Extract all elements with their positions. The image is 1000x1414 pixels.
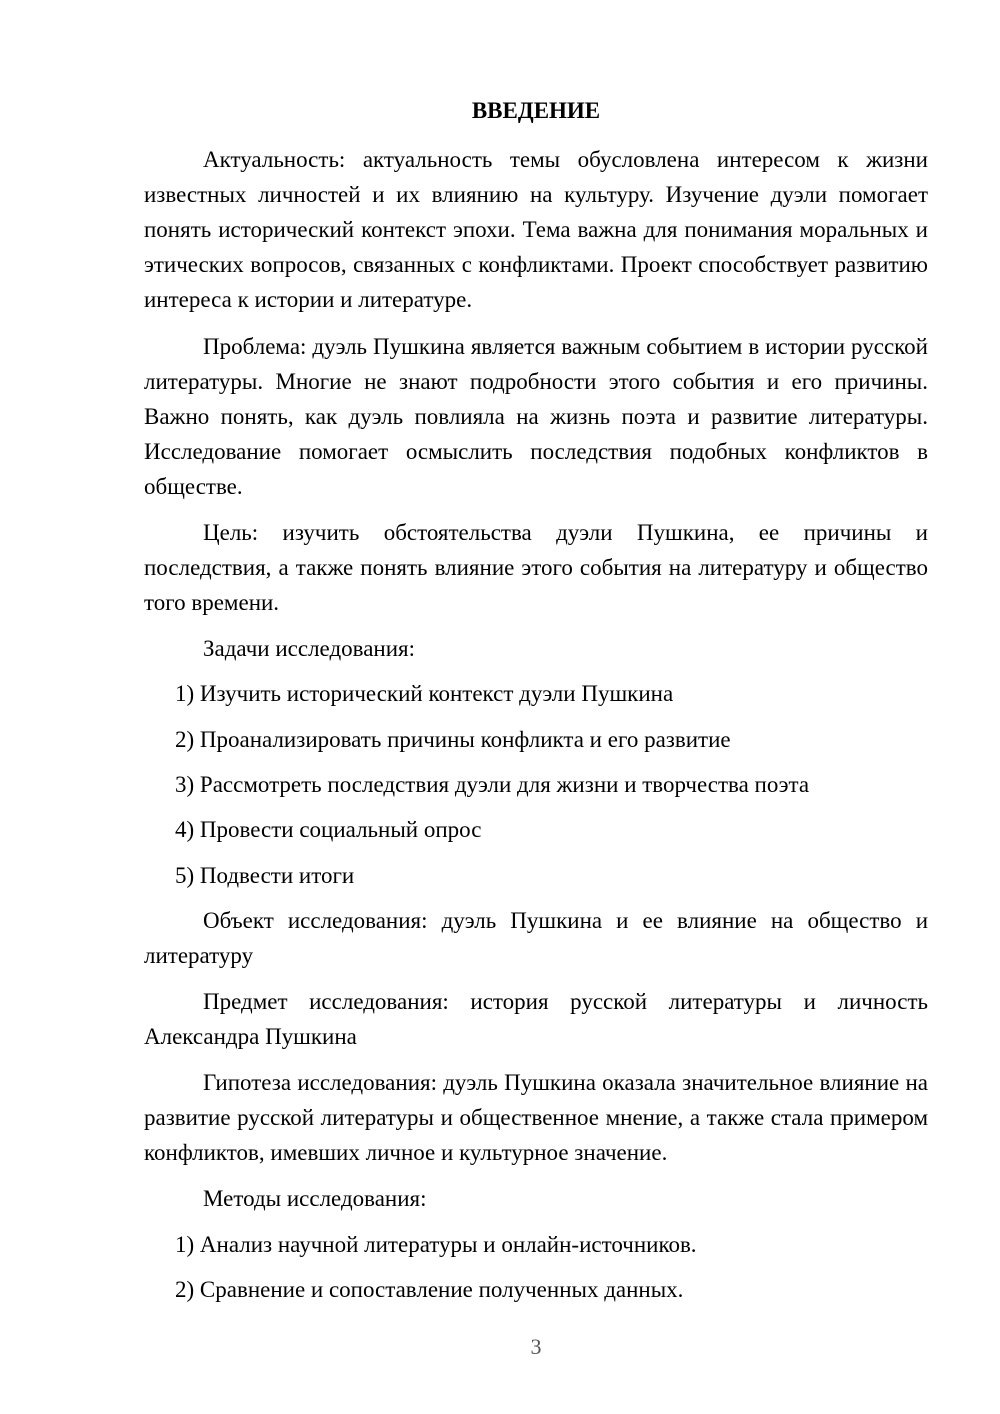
relevance-paragraph: Актуальность: актуальность темы обусловлена интересом к жизни известных личностей и их влиянию на культуру. Изучение дуэли помогает понять исторический контекст эпохи. Тема важна для понимания моральных и этических вопросов, связанных с конфликтами. Проект способствует развитию интереса к истории и литературе. (144, 147, 928, 312)
hypothesis-paragraph: Гипотеза исследования: дуэль Пушкина оказала значительное влияние на развитие русской литературы и общественное мнение, а также стала примером конфликтов, имевших личное и культурное значение. (144, 1070, 928, 1165)
method-item: 1) Анализ научной литературы и онлайн-источников. (175, 1232, 697, 1257)
problem-paragraph: Проблема: дуэль Пушкина является важным событием в истории русской литературы. Многие не знают подробности этого события и его причины. Важно понять, как дуэль повлияла на жизнь поэта и развитие литературы. Исследование помогает осмыслить последствия подобных конфликтов в обществе. (144, 334, 928, 499)
task-item: 2) Проанализировать причины конфликта и его развитие (175, 727, 731, 752)
object-paragraph: Объект исследования: дуэль Пушкина и ее влияние на общество и литературу (144, 908, 928, 968)
page-number: 3 (530, 1334, 542, 1359)
section-title: ВВЕДЕНИЕ (471, 98, 601, 123)
task-item: 4) Провести социальный опрос (175, 817, 482, 842)
method-item: 2) Сравнение и сопоставление полученных данных. (175, 1277, 684, 1302)
task-item: 5) Подвести итоги (175, 863, 355, 888)
methods-heading: Методы исследования: (203, 1186, 427, 1211)
subject-paragraph: Предмет исследования: история русской литературы и личность Александра Пушкина (144, 989, 928, 1049)
tasks-heading: Задачи исследования: (203, 636, 416, 661)
task-item: 1) Изучить исторический контекст дуэли Пушкина (175, 681, 674, 706)
task-item: 3) Рассмотреть последствия дуэли для жизни и творчества поэта (175, 772, 810, 797)
goal-paragraph: Цель: изучить обстоятельства дуэли Пушкина, ее причины и последствия, а также понять влияние этого события на литературу и общество того времени. (144, 520, 928, 615)
